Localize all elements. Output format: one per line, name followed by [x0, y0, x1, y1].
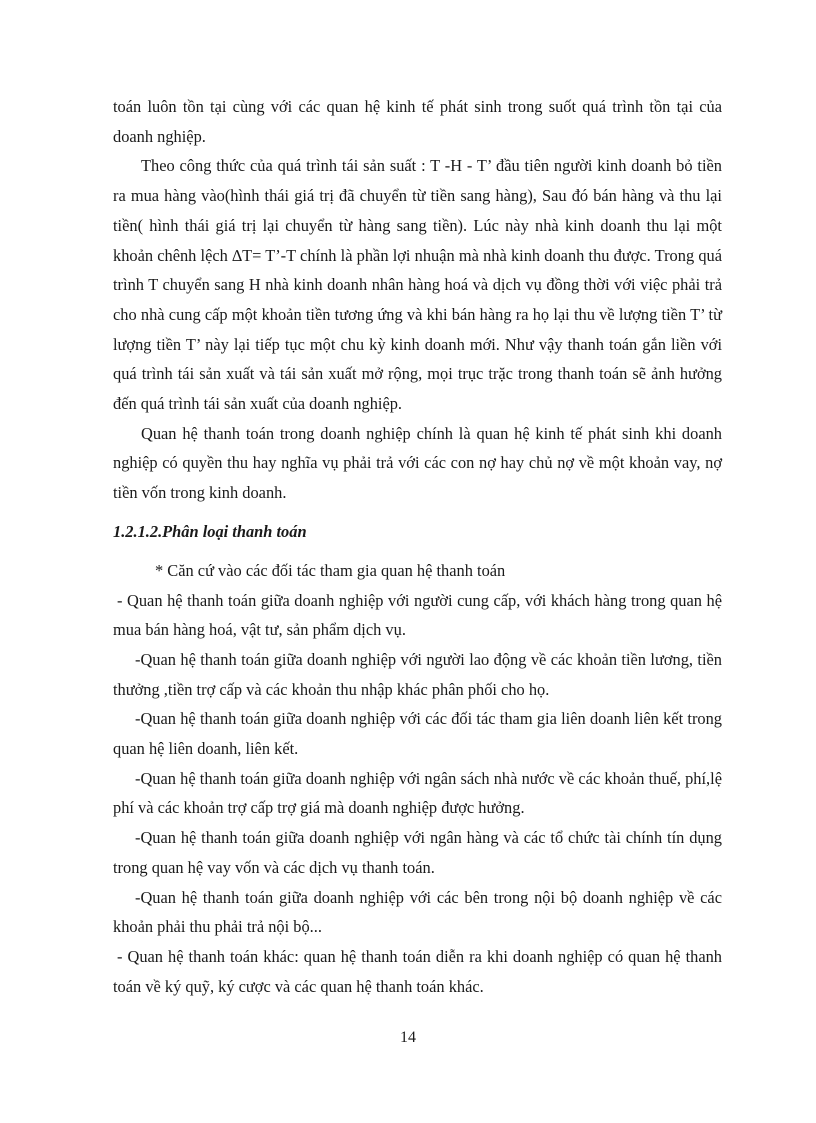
basis-line: * Căn cứ vào các đối tác tham gia quan hệ thanh toán	[155, 560, 506, 580]
section-heading: 1.2.1.2.Phân loại thanh toán	[113, 521, 307, 541]
list-item: -Quan hệ thanh toán giữa doanh nghiệp với người lao động về các khoản tiền lương, tiền thưởng ,tiền trợ cấp và các khoản thu nhập khác phân phối cho họ.	[113, 649, 722, 699]
page-body	[113, 92, 722, 1001]
list-item: - Quan hệ thanh toán giữa doanh nghiệp với người cung cấp, với khách hàng trong quan hệ mua bán hàng hoá, vật tư, sản phẩm dịch vụ.	[113, 590, 722, 640]
list-item: -Quan hệ thanh toán giữa doanh nghiệp với các bên trong nội bộ doanh nghiệp về các khoản phải thu phải trả nội bộ...	[113, 887, 722, 937]
list-item: - Quan hệ thanh toán khác: quan hệ thanh toán diễn ra khi doanh nghiệp có quan hệ thanh toán về ký quỹ, ký cược và các quan hệ thanh toán khác.	[113, 946, 722, 996]
page-number: 14	[400, 1029, 416, 1046]
list-item: -Quan hệ thanh toán giữa doanh nghiệp với ngân hàng và các tổ chức tài chính tín dụng trong quan hệ vay vốn và các dịch vụ thanh toán.	[113, 828, 722, 877]
paragraph-payment-relation: Quan hệ thanh toán trong doanh nghiệp chính là quan hệ kinh tế phát sinh khi doanh nghiệp có quyền thu hay nghĩa vụ phải trả với các con nợ hay chủ nợ về một khoản vay, nợ tiền vốn trong kinh doanh.	[113, 423, 722, 503]
list-item: -Quan hệ thanh toán giữa doanh nghiệp với các đối tác tham gia liên doanh liên kết trong quan hệ liên doanh, liên kết.	[113, 709, 722, 759]
paragraph-continuation: toán luôn tồn tại cùng với các quan hệ kinh tế phát sinh trong suốt quá trình tồn tại của doanh nghiệp.	[113, 97, 722, 146]
list-item: -Quan hệ thanh toán giữa doanh nghiệp với ngân sách nhà nước về các khoản thuế, phí,lệ phí và các khoản trợ cấp trợ giá mà doanh nghiệp được hưởng.	[113, 768, 722, 818]
paragraph-formula: Theo công thức của quá trình tái sản suất : T -H - T’ đầu tiên người kinh doanh bỏ tiền ra mua hàng vào(hình thái giá trị đã chuyển từ tiền sang hàng), Sau đó bán hàng và thu lại tiền( hình thái giá trị lại chuyển từ hàng sang tiền). Lúc này nhà kinh doanh thu lại một khoản chênh lệch ∆T= T’-T chính là phần lợi nhuận mà nhà kinh doanh thu được. Trong quá trình T chuyển sang H nhà kinh doanh nhân hàng hoá và dịch vụ đồng thời với việc phải trả cho nhà cung cấp một khoản tiền tương ứng và khi bán hàng ra họ lại thu về lượng tiền T’ từ lượng tiền T’ này lại tiếp tục một chu kỳ kinh doanh mới. Như vậy thanh toán gắn liền với quá trình tái sản xuất và tái sản xuất mở rộng, mọi trục trặc trong thanh toán sẽ ảnh hưởng đến quá trình tái sản xuất của doanh nghiệp.	[113, 156, 722, 414]
